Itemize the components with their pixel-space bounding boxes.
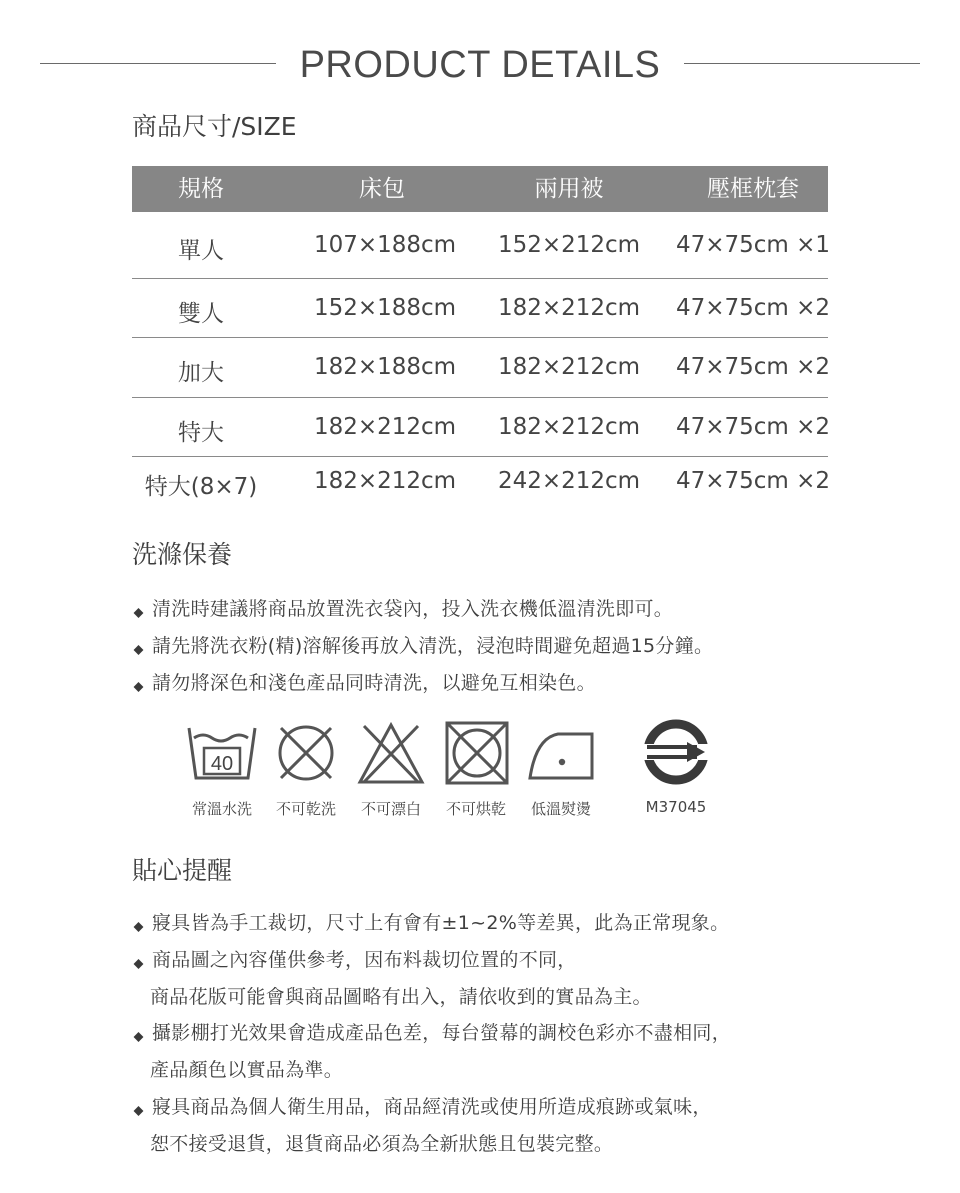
diamond-bullet-icon bbox=[134, 645, 144, 655]
column-header-pillowcase: 壓框枕套 bbox=[707, 176, 799, 202]
row-duvet: 182×212cm bbox=[497, 354, 641, 380]
row-pillowcase: 47×75cm ×2 bbox=[675, 295, 831, 321]
iron-low-icon bbox=[526, 720, 596, 786]
row-fitted-sheet: 182×212cm bbox=[313, 414, 457, 440]
row-pillowcase: 47×75cm ×2 bbox=[675, 468, 831, 494]
diamond-bullet-icon bbox=[134, 1106, 144, 1116]
care-label-iron-low: 低溫熨燙 bbox=[530, 800, 592, 818]
size-table-header bbox=[132, 166, 828, 212]
table-row bbox=[132, 457, 831, 509]
row-spec: 加大 bbox=[178, 360, 224, 386]
row-fitted-sheet: 107×188cm bbox=[313, 232, 457, 258]
column-header-duvet: 兩用被 bbox=[534, 176, 604, 202]
no-dry-clean-icon bbox=[273, 720, 339, 786]
diamond-bullet-icon bbox=[134, 922, 144, 932]
diamond-bullet-icon bbox=[134, 1032, 144, 1042]
page-title: PRODUCT DETAILS bbox=[299, 44, 661, 86]
table-row bbox=[132, 398, 831, 457]
row-pillowcase: 47×75cm ×1 bbox=[675, 232, 831, 258]
row-spec: 雙人 bbox=[178, 301, 224, 327]
care-label-wash: 常溫水洗 bbox=[191, 800, 253, 818]
row-fitted-sheet: 182×212cm bbox=[313, 468, 457, 494]
row-fitted-sheet: 152×188cm bbox=[313, 295, 457, 321]
certification-number: M37045 bbox=[645, 798, 707, 816]
no-tumble-dry-icon bbox=[444, 720, 510, 786]
diamond-bullet-icon bbox=[134, 682, 144, 692]
table-row bbox=[132, 279, 831, 338]
svg-text:40: 40 bbox=[210, 753, 234, 775]
size-table bbox=[132, 166, 831, 509]
size-section-title: 商品尺寸/SIZE bbox=[132, 112, 297, 141]
row-duvet: 182×212cm bbox=[497, 295, 641, 321]
care-label-no-tumble-dry: 不可烘乾 bbox=[445, 800, 507, 818]
row-pillowcase: 47×75cm ×2 bbox=[675, 354, 831, 380]
column-header-spec: 規格 bbox=[178, 176, 224, 202]
column-header-fitted-sheet: 床包 bbox=[359, 176, 405, 202]
care-section-title: 洗滌保養 bbox=[132, 540, 233, 569]
row-fitted-sheet: 182×188cm bbox=[313, 354, 457, 380]
diamond-bullet-icon bbox=[134, 959, 144, 969]
row-pillowcase: 47×75cm ×2 bbox=[675, 414, 831, 440]
row-duvet: 152×212cm bbox=[497, 232, 641, 258]
diamond-bullet-icon bbox=[134, 608, 144, 618]
table-row bbox=[132, 338, 831, 398]
care-label-no-dry-clean: 不可乾洗 bbox=[275, 800, 337, 818]
row-duvet: 182×212cm bbox=[497, 414, 641, 440]
row-duvet: 242×212cm bbox=[497, 468, 641, 494]
table-row bbox=[132, 212, 831, 279]
notice-section-title: 貼心提醒 bbox=[132, 856, 233, 885]
row-spec: 單人 bbox=[178, 238, 224, 264]
wash-40-icon bbox=[186, 720, 258, 782]
care-label-no-bleach: 不可漂白 bbox=[360, 800, 422, 818]
row-spec: 特大 bbox=[178, 420, 224, 446]
bsmi-mark-icon bbox=[641, 718, 711, 786]
no-bleach-icon bbox=[356, 720, 426, 786]
row-spec: 特大(8×7) bbox=[144, 474, 258, 500]
